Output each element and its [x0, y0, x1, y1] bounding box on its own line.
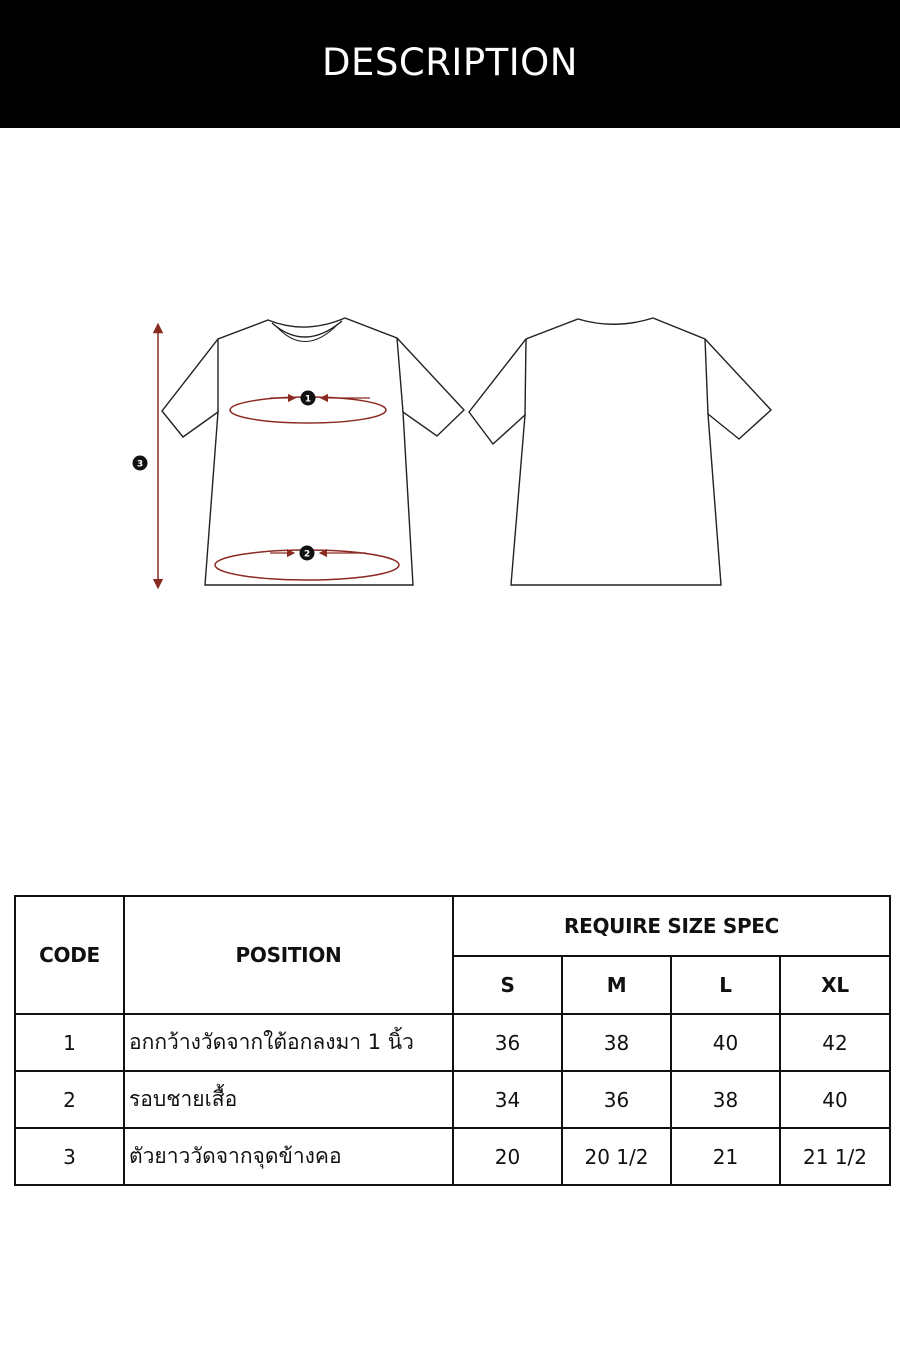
size-spec-table [14, 895, 891, 1186]
table-header-row [15, 896, 890, 956]
position-header: POSITION [124, 896, 453, 1014]
row-value-s: 34 [453, 1071, 562, 1128]
row-value-l: 38 [671, 1071, 780, 1128]
size-xl-header: XL [780, 956, 890, 1014]
row-value-s: 36 [453, 1014, 562, 1071]
size-l-header: L [671, 956, 780, 1014]
size-m-header: M [562, 956, 671, 1014]
row-code: 2 [15, 1071, 124, 1128]
row-position: รอบชายเสื้อ [124, 1071, 453, 1128]
row-value-xl: 21 1/2 [780, 1128, 890, 1185]
code-header: CODE [15, 896, 124, 1014]
row-code: 1 [15, 1014, 124, 1071]
table-row [15, 1014, 890, 1071]
size-s-header: S [453, 956, 562, 1014]
header-bar [0, 0, 900, 128]
marker-1-label: 1 [304, 394, 312, 405]
row-value-l: 21 [671, 1128, 780, 1185]
size-spec-header: REQUIRE SIZE SPEC [453, 896, 890, 956]
length-measure-marker [133, 328, 159, 584]
row-position: อกกว้างวัดจากใต้อกลงมา 1 นิ้ว [124, 1014, 453, 1071]
row-value-m: 20 1/2 [562, 1128, 671, 1185]
row-value-xl: 42 [780, 1014, 890, 1071]
back-shirt-icon [469, 318, 771, 585]
page-title: DESCRIPTION [322, 40, 578, 84]
marker-2-label: 2 [303, 549, 311, 560]
row-position: ตัวยาววัดจากจุดข้างคอ [124, 1128, 453, 1185]
row-value-s: 20 [453, 1128, 562, 1185]
table-row [15, 1071, 890, 1128]
row-value-xl: 40 [780, 1071, 890, 1128]
row-code: 3 [15, 1128, 124, 1185]
row-value-m: 38 [562, 1014, 671, 1071]
row-value-l: 40 [671, 1014, 780, 1071]
marker-3-label: 3 [136, 459, 144, 470]
table-row [15, 1128, 890, 1185]
tshirt-diagram [0, 300, 900, 620]
front-shirt-icon [162, 318, 464, 585]
row-value-m: 36 [562, 1071, 671, 1128]
